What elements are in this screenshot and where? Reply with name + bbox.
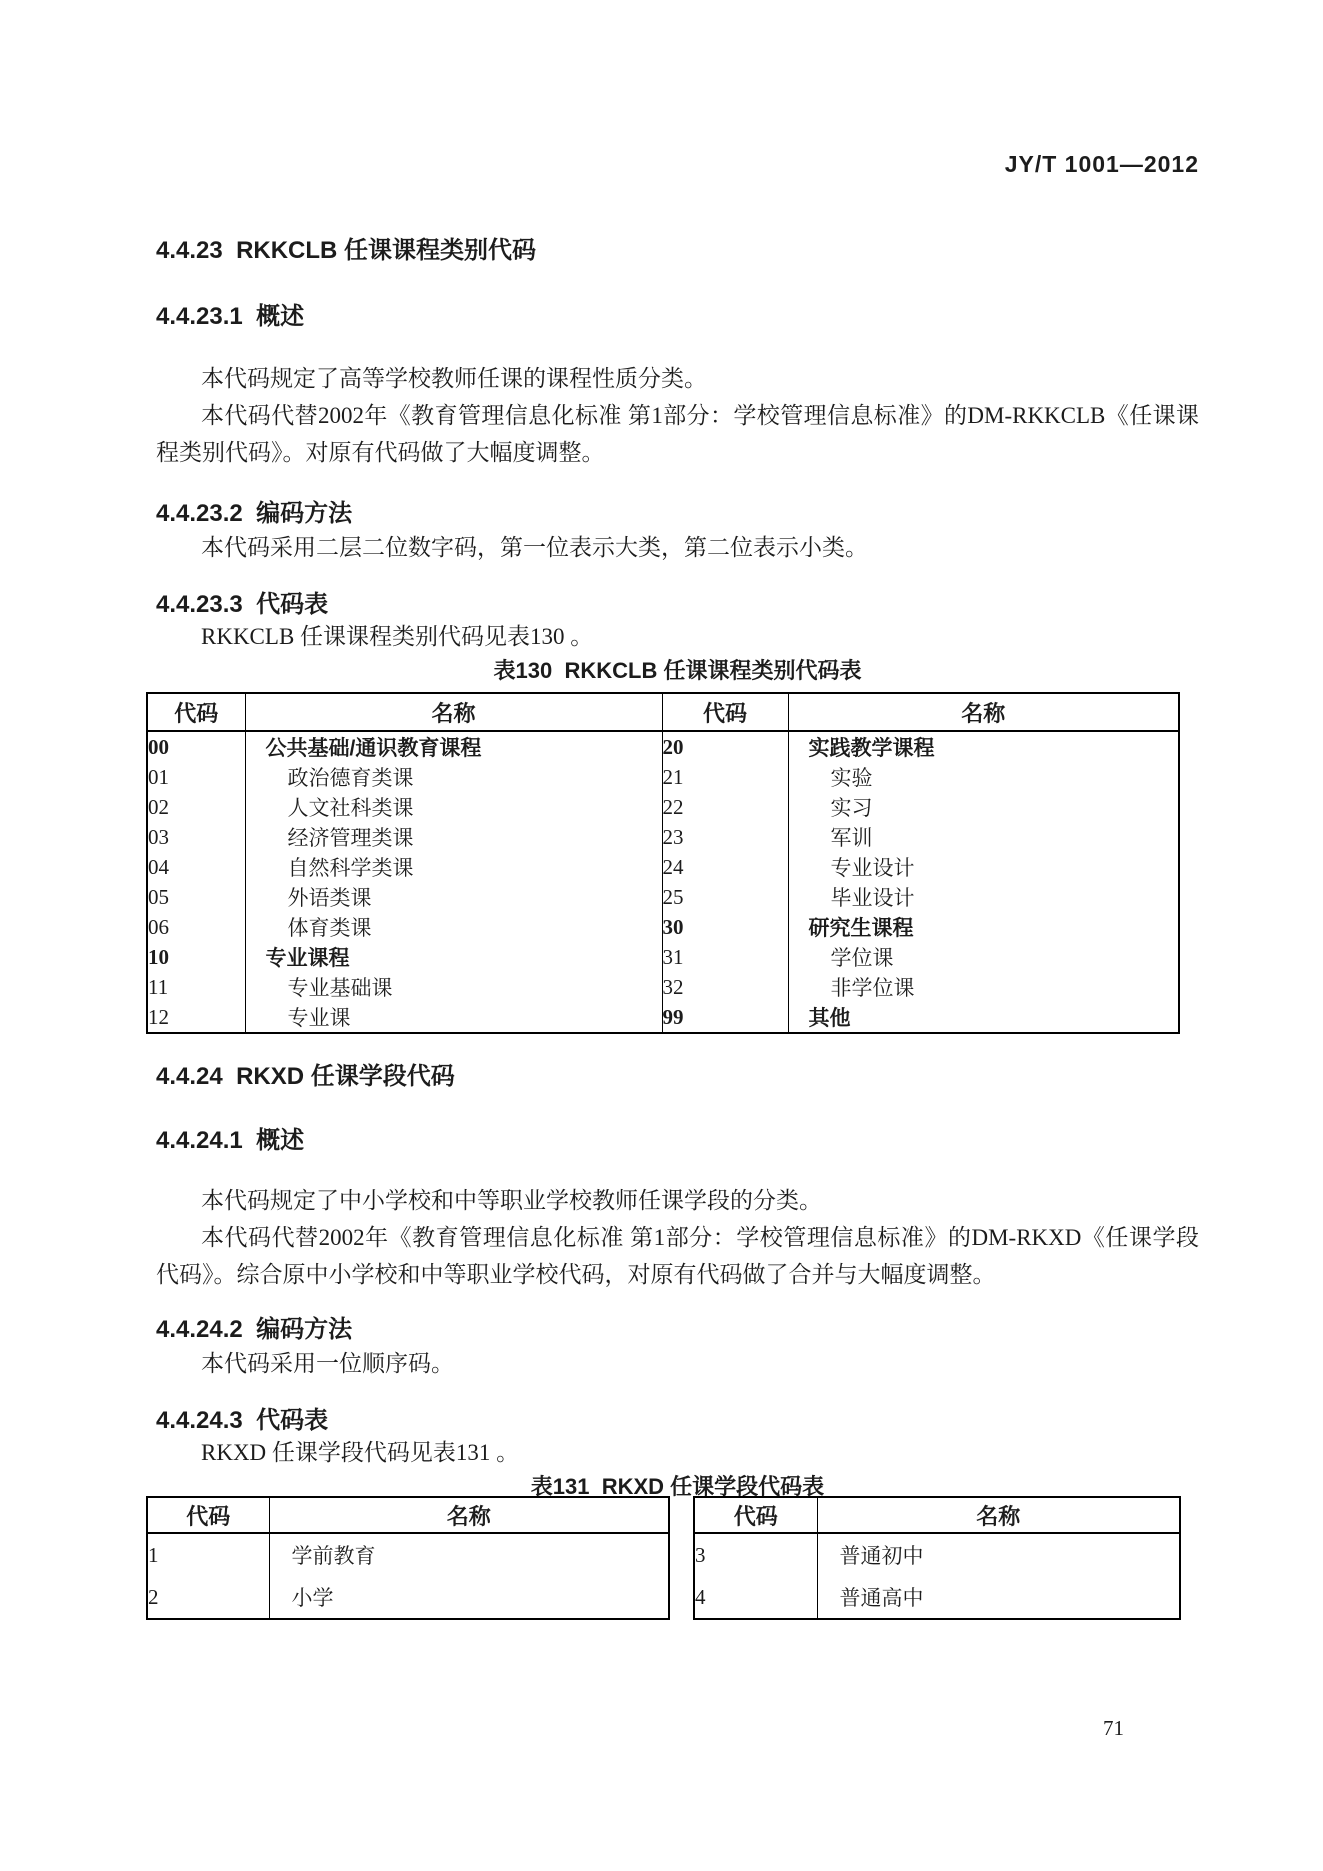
code-cell: 05	[147, 882, 245, 912]
name-cell: 专业设计	[788, 852, 1179, 882]
name-cell: 其他	[788, 1002, 1179, 1033]
name-cell: 专业基础课	[245, 972, 662, 1002]
table-header-cell: 代码	[662, 693, 788, 731]
table-header-row	[147, 693, 1179, 731]
name-cell: 实习	[788, 792, 1179, 822]
table-131-right	[693, 1496, 1181, 1620]
code-cell: 23	[662, 822, 788, 852]
table-row	[147, 1533, 669, 1576]
name-cell: 毕业设计	[788, 882, 1179, 912]
paragraph: 本代码规定了中小学校和中等职业学校教师任课学段的分类。	[201, 1188, 822, 1213]
paragraph: RKXD 任课学段代码见表131 。	[201, 1440, 520, 1465]
code-cell: 06	[147, 912, 245, 942]
name-cell: 政治德育类课	[245, 762, 662, 792]
name-cell: 体育类课	[245, 912, 662, 942]
name-cell: 普通初中	[817, 1533, 1180, 1576]
name-cell: 普通高中	[817, 1576, 1180, 1619]
code-cell: 21	[662, 762, 788, 792]
code-cell: 2	[147, 1576, 269, 1619]
name-cell: 学前教育	[269, 1533, 669, 1576]
code-cell: 02	[147, 792, 245, 822]
code-cell: 24	[662, 852, 788, 882]
code-cell: 03	[147, 822, 245, 852]
table-row	[147, 762, 1179, 792]
table-row	[147, 822, 1179, 852]
code-cell: 99	[662, 1002, 788, 1033]
code-cell: 11	[147, 972, 245, 1002]
page-number: 71	[1103, 1716, 1124, 1740]
subsection-heading-4-4-23-3: 4.4.23.3 代码表	[156, 591, 329, 618]
overview-paragraphs	[156, 1182, 1199, 1293]
name-cell: 人文社科类课	[245, 792, 662, 822]
name-cell: 经济管理类课	[245, 822, 662, 852]
section-heading-4-4-24: 4.4.24 RKXD 任课学段代码	[156, 1063, 455, 1090]
subsection-heading-4-4-24-2: 4.4.24.2 编码方法	[156, 1316, 353, 1343]
table-131-caption: 表131 RKXD 任课学段代码表	[530, 1474, 825, 1499]
table-row	[147, 852, 1179, 882]
table-header-cell: 代码	[694, 1497, 817, 1533]
table-header-cell: 名称	[817, 1497, 1180, 1533]
code-cell: 00	[147, 731, 245, 762]
paragraph: 本代码采用二层二位数字码，第一位表示大类，第二位表示小类。	[201, 535, 868, 560]
code-cell: 01	[147, 762, 245, 792]
subsection-heading-4-4-23-2: 4.4.23.2 编码方法	[156, 500, 353, 527]
standard-number: JY/T 1001—2012	[1004, 151, 1199, 177]
name-cell: 自然科学类课	[245, 852, 662, 882]
table-header-cell: 代码	[147, 1497, 269, 1533]
overview-paragraphs	[156, 360, 1199, 471]
paragraph: 本代码代替2002年《教育管理信息化标准 第1部分：学校管理信息标准》的DM-RKKCLB《任课课程类别代码》。对原有代码做了大幅度调整。	[156, 403, 1199, 465]
table-row	[147, 942, 1179, 972]
code-cell: 04	[147, 852, 245, 882]
table-row	[694, 1576, 1180, 1619]
page-content	[148, 0, 1199, 1620]
code-cell: 31	[662, 942, 788, 972]
table-row	[147, 792, 1179, 822]
name-cell: 实践教学课程	[788, 731, 1179, 762]
table-header-row	[694, 1497, 1180, 1533]
section-heading-4-4-23: 4.4.23 RKKCLB 任课课程类别代码	[156, 237, 537, 264]
table-131-left	[146, 1496, 670, 1620]
subsection-heading-4-4-24-1: 4.4.24.1 概述	[156, 1127, 305, 1154]
table-header-row	[147, 1497, 669, 1533]
code-cell: 32	[662, 972, 788, 1002]
table-header-cell: 名称	[269, 1497, 669, 1533]
name-cell: 非学位课	[788, 972, 1179, 1002]
name-cell: 研究生课程	[788, 912, 1179, 942]
name-cell: 小学	[269, 1576, 669, 1619]
code-cell: 4	[694, 1576, 817, 1619]
table-row	[147, 912, 1179, 942]
paragraph: 本代码规定了高等学校教师任课的课程性质分类。	[201, 366, 707, 391]
table-row	[147, 882, 1179, 912]
code-cell: 12	[147, 1002, 245, 1033]
name-cell: 专业课程	[245, 942, 662, 972]
table-header-cell: 代码	[147, 693, 245, 731]
name-cell: 军训	[788, 822, 1179, 852]
table-row	[694, 1533, 1180, 1576]
table-header-cell: 名称	[245, 693, 662, 731]
name-cell: 专业课	[245, 1002, 662, 1033]
subsection-heading-4-4-24-3: 4.4.24.3 代码表	[156, 1407, 329, 1434]
table-131-group	[146, 1496, 1199, 1620]
name-cell: 公共基础/通识教育课程	[245, 731, 662, 762]
paragraph: RKKCLB 任课课程类别代码见表130 。	[201, 624, 594, 649]
subsection-heading-4-4-23-1: 4.4.23.1 概述	[156, 303, 305, 330]
code-cell: 10	[147, 942, 245, 972]
name-cell: 外语类课	[245, 882, 662, 912]
paragraph: 本代码采用一位顺序码。	[201, 1351, 454, 1376]
table-row	[147, 731, 1179, 762]
name-cell: 实验	[788, 762, 1179, 792]
code-cell: 22	[662, 792, 788, 822]
table-row	[147, 972, 1179, 1002]
table-header-cell: 名称	[788, 693, 1179, 731]
code-cell: 20	[662, 731, 788, 762]
name-cell: 学位课	[788, 942, 1179, 972]
paragraph: 本代码代替2002年《教育管理信息化标准 第1部分：学校管理信息标准》的DM-RKXD《任课学段代码》。综合原中小学校和中等职业学校代码，对原有代码做了合并与大幅度调整。	[156, 1225, 1199, 1287]
code-cell: 1	[147, 1533, 269, 1576]
table-row	[147, 1002, 1179, 1033]
table-130-caption: 表130 RKKCLB 任课课程类别代码表	[493, 658, 862, 683]
code-cell: 25	[662, 882, 788, 912]
table-130	[146, 692, 1180, 1034]
table-row	[147, 1576, 669, 1619]
code-cell: 30	[662, 912, 788, 942]
code-cell: 3	[694, 1533, 817, 1576]
